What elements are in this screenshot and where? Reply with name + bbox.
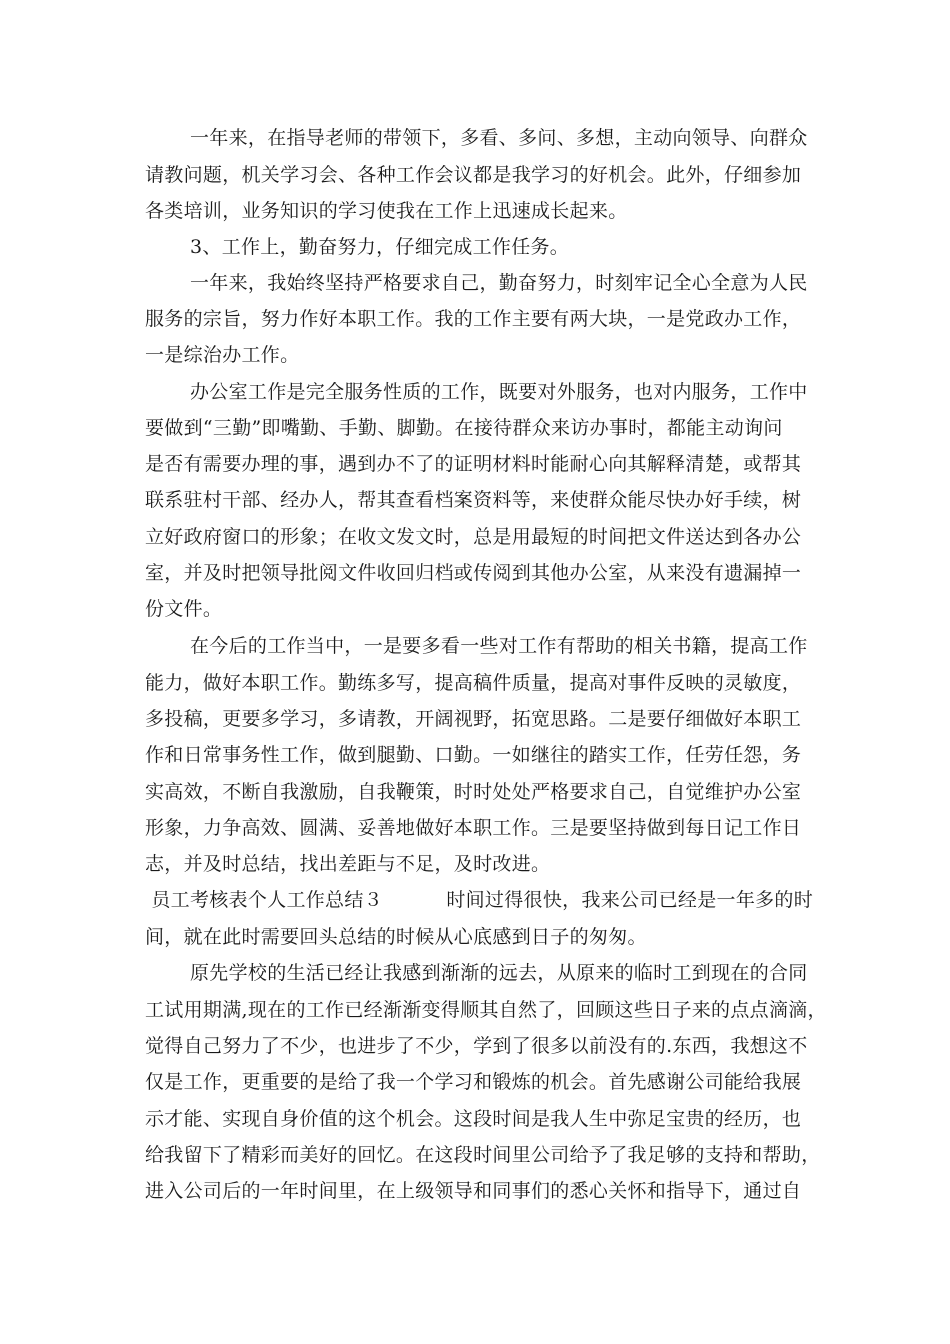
paragraph-line: 仅是工作，更重要的是给了我一个学习和锻炼的机会。首先感谢公司能给我展 (145, 1071, 802, 1093)
paragraph-line: 立好政府窗口的形象；在收文发文时，总是用最短的时间把文件送达到各办公 (145, 526, 802, 548)
paragraph-line: 原先学校的生活已经让我感到渐渐的远去，从原来的临时工到现在的合同 (190, 962, 808, 984)
paragraph-line: 工试用期满,现在的工作已经渐渐变得顺其自然了，回顾这些日子来的点点滴滴， (145, 999, 827, 1021)
paragraph-line: 觉得自己努力了不少，也进步了不少，学到了很多以前没有的.东西，我想这不 (145, 1035, 808, 1057)
paragraph-line: 要做到“三勤”即嘴勤、手勤、脚勤。在接待群众来访办事时，都能主动询问 (145, 417, 783, 439)
paragraph-line: 进入公司后的一年时间里，在上级领导和同事们的悉心关怀和指导下，通过自 (145, 1180, 802, 1202)
paragraph-line: 一是综治办工作。 (145, 344, 300, 366)
paragraph-line: 是否有需要办理的事，遇到办不了的证明材料时能耐心向其解释清楚，或帮其 (145, 453, 802, 475)
paragraph-line: 间，就在此时需要回头总结的时候从心底感到日子的匆匆。 (145, 926, 647, 948)
section-heading: 3、工作上，勤奋努力，仔细完成工作任务。 (190, 236, 570, 258)
paragraph-line: 服务的宗旨，努力作好本职工作。我的工作主要有两大块，一是党政办工作， (145, 308, 802, 330)
paragraph-line: 作和日常事务性工作，做到腿勤、口勤。一如继往的踏实工作，任劳任怨，务 (145, 744, 802, 766)
paragraph-line: 一年来，在指导老师的带领下，多看、多问、多想，主动向领导、向群众 (190, 127, 808, 149)
paragraph-line: 室，并及时把领导批阅文件收回归档或传阅到其他办公室，从来没有遗漏掉一 (145, 562, 802, 584)
paragraph-line: 实高效，不断自我激励，自我鞭策，时时处处严格要求自己，自觉维护办公室 (145, 781, 802, 803)
section-title-line: 员工考核表个人工作总结３ 时间过得很快，我来公司已经是一年多的时 (145, 889, 814, 911)
paragraph-line: 示才能、实现自身价值的这个机会。这段时间是我人生中弥足宝贵的经历，也 (145, 1108, 802, 1130)
paragraph-line: 联系驻村干部、经办人，帮其查看档案资料等，来使群众能尽快办好手续，树 (145, 489, 802, 511)
paragraph-line: 多投稿，更要多学习，多请教，开阔视野，拓宽思路。二是要仔细做好本职工 (145, 708, 802, 730)
paragraph-line: 一年来，我始终坚持严格要求自己，勤奋努力，时刻牢记全心全意为人民 (190, 272, 808, 294)
paragraph-line: 请教问题，机关学习会、各种工作会议都是我学习的好机会。此外，仔细参加 (145, 164, 802, 186)
paragraph-line: 份文件。 (145, 598, 223, 620)
paragraph-line: 各类培训，业务知识的学习使我在工作上迅速成长起来。 (145, 200, 628, 222)
paragraph-line: 形象，力争高效、圆满、妥善地做好本职工作。三是要坚持做到每日记工作日 (145, 817, 802, 839)
paragraph-line: 办公室工作是完全服务性质的工作，既要对外服务，也对内服务，工作中 (190, 381, 808, 403)
paragraph-line: 在今后的工作当中，一是要多看一些对工作有帮助的相关书籍，提高工作 (190, 635, 808, 657)
paragraph-line: 能力，做好本职工作。勤练多写，提高稿件质量，提高对事件反映的灵敏度， (145, 672, 802, 694)
paragraph-line: 给我留下了精彩而美好的回忆。在这段时间里公司给予了我足够的支持和帮助， (145, 1144, 821, 1166)
paragraph-line: 志，并及时总结，找出差距与不足，及时改进。 (145, 853, 551, 875)
